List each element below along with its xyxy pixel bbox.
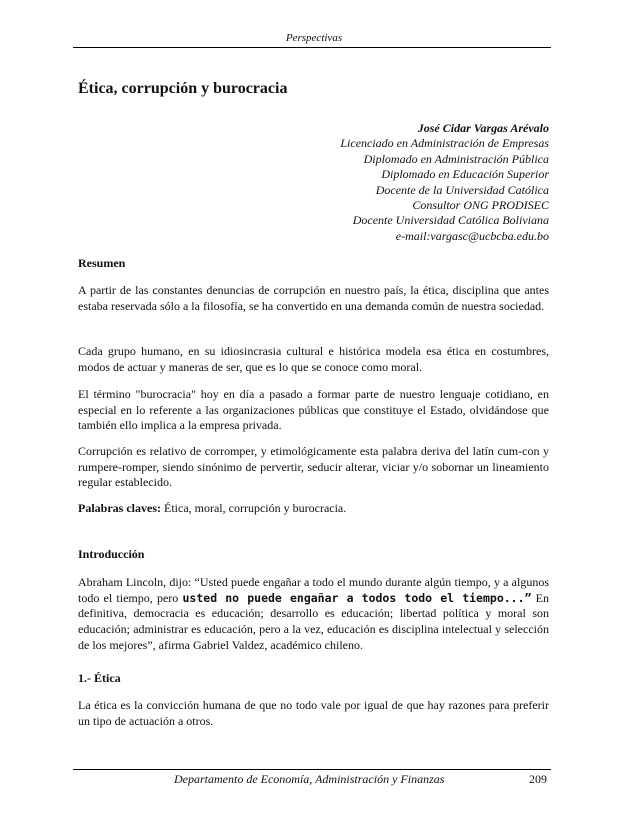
article-title: Ética, corrupción y burocracia (78, 80, 288, 97)
introduccion-heading: Introducción (78, 547, 145, 561)
running-header: Perspectivas (285, 32, 343, 44)
introduccion-text-start: Abraham Lincoln, dijo: “Usted puede engañar a todo el mundo durante algún tiempo, y a algunos todo el tiempo, pero (78, 575, 549, 605)
resumen-heading: Resumen (78, 256, 126, 270)
author-credential: Docente Universidad Católica Boliviana (352, 213, 549, 228)
resumen-paragraph-2: Cada grupo humano, en su idiosincrasia cultural e histórica modela esa ética en costumbres, modos de actuar y maneras de ser, que es lo que se conoce como moral. (78, 344, 549, 374)
resumen-paragraph-3: El término "burocracia" hoy en día a pasado a formar parte de nuestro lenguaje cotidiano, en especial en lo referente a las organizaciones públicas que constituye el Estado, olvidándose que también ello implica a la empresa privada. (78, 387, 549, 433)
keywords-label: Palabras claves: (78, 501, 161, 515)
author-credential: Diplomado en Educación Superior (381, 167, 549, 182)
introduccion-bold-quote: usted no puede engañar a todos todo el tiempo...” (182, 590, 532, 605)
page-number: 209 (529, 772, 547, 786)
author-block (189, 121, 549, 244)
header-rule (73, 47, 551, 48)
footer-department: Departamento de Economía, Administración y Finanzas (174, 772, 445, 786)
author-email: e-mail:vargasc@ucbcba.edu.bo (395, 228, 549, 243)
etica-heading: 1.- Ética (78, 671, 121, 685)
introduccion-text-end: En definitiva, democracia es educación; desarrollo es educación; libertad política y moral son educación; administrar es educación, pero a la vez, educación es disciplina intelectual y selección de los mejores”, afirma Gabriel Valdez, académico chileno. (78, 590, 549, 652)
keywords-line (78, 501, 549, 517)
author-credential: Consultor ONG PRODISEC (412, 198, 549, 213)
etica-paragraph: La ética es la convicción humana de que no todo vale por igual de que hay razones para preferir un tipo de actuación a otros. (78, 698, 549, 728)
keywords-text: Ética, moral, corrupción y burocracia. (164, 501, 347, 515)
resumen-paragraph-4: Corrupción es relativo de corromper, y etimológicamente esta palabra deriva del latín cum-con y rumpere-romper, siendo sinónimo de pervertir, seducir alterar, viciar y/o sobornar un lineamiento regular establecido. (78, 444, 549, 490)
footer-rule (73, 769, 551, 770)
author-name: José Cidar Vargas Arévalo (417, 121, 549, 135)
resumen-paragraph-1: A partir de las constantes denuncias de corrupción en nuestro país, la ética, disciplina que antes estaba reservada sólo a la filosofía, se ha convertido en una demanda común de nuestra sociedad. (78, 283, 549, 313)
introduccion-paragraph (78, 575, 549, 654)
author-credential: Diplomado en Administración Pública (363, 151, 549, 166)
author-credential: Licenciado en Administración de Empresas (340, 136, 549, 151)
author-credential: Docente de la Universidad Católica (375, 182, 549, 197)
